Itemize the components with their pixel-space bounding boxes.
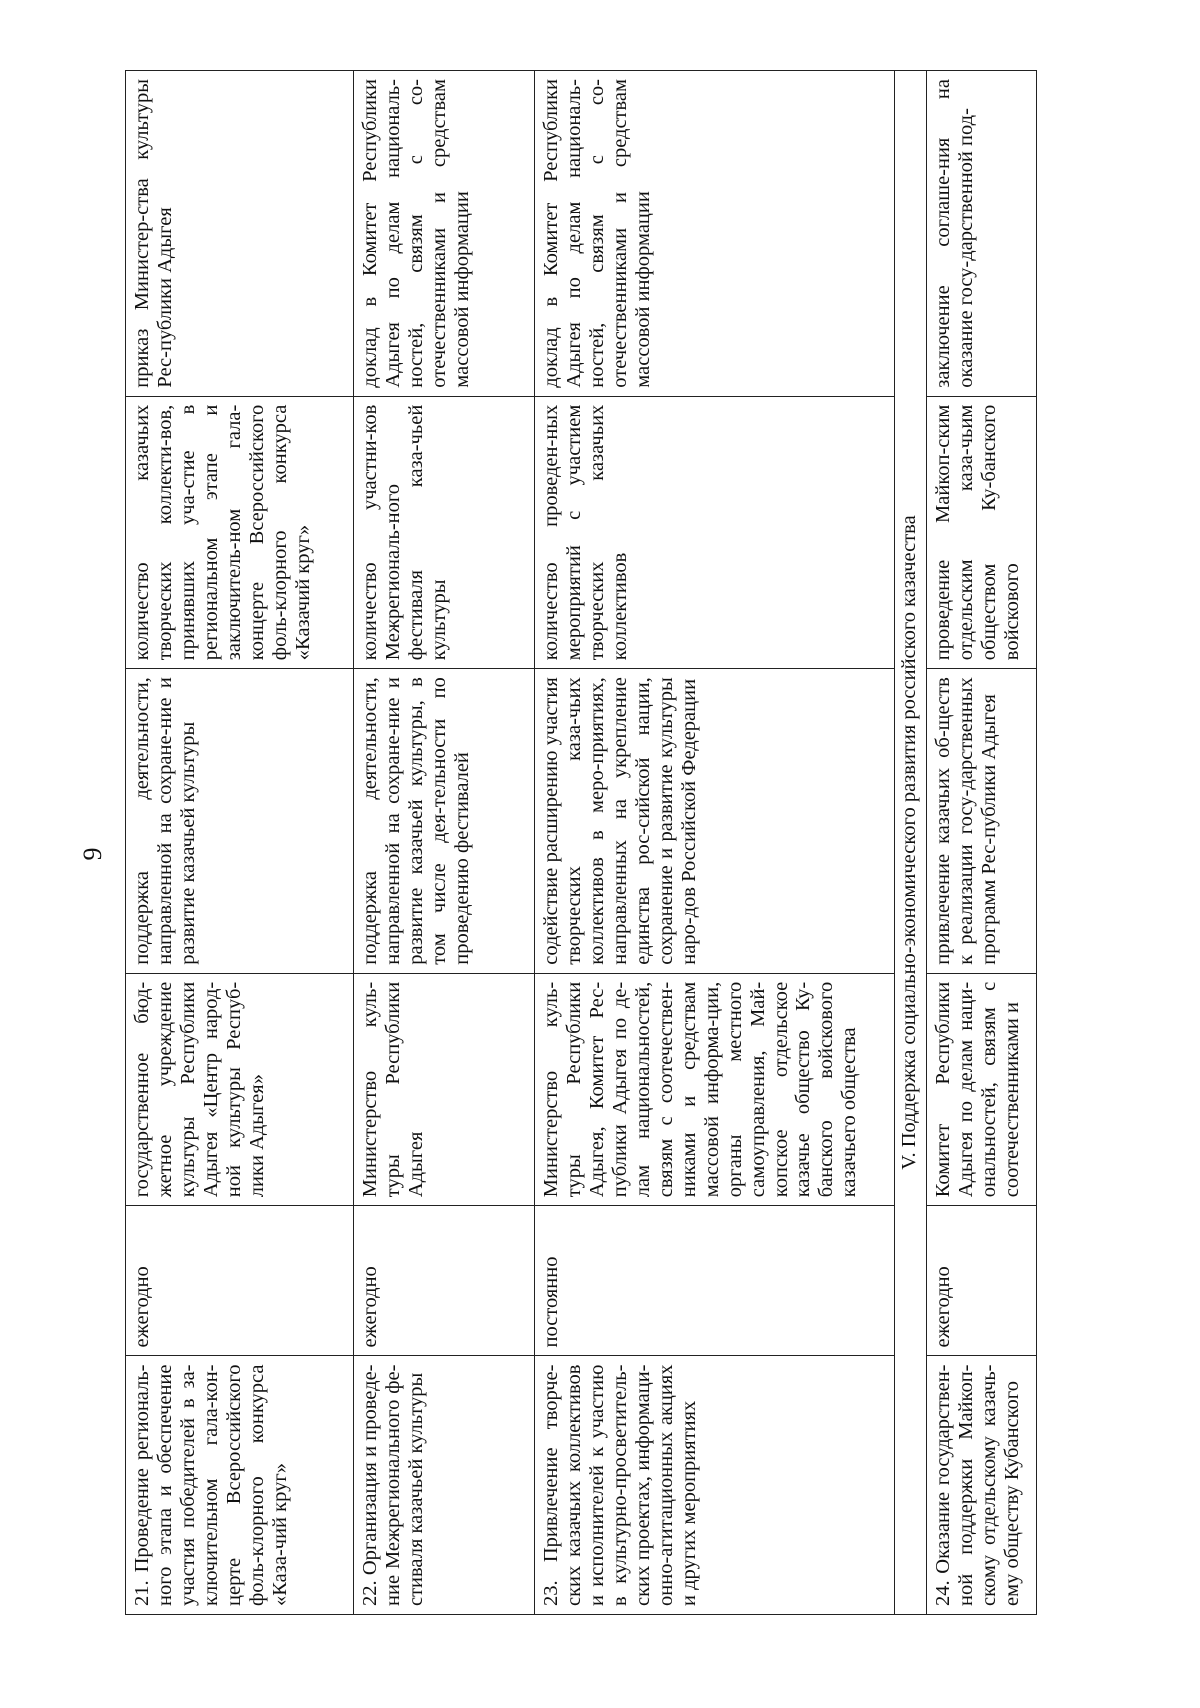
executor-cell: Министерство куль-туры Республики Адыгея, Комитет Рес-публики Адыгея по де-лам национальностей, связям с соотечествен-никами и средствам массовой информа-ции, органы местного самоуправления, Май-копское отдельское казачье общество Ку-банского войскового казачьего общества	[535, 973, 895, 1205]
table-row	[354, 71, 535, 1615]
period-cell: ежегодно	[354, 1206, 535, 1356]
executor-cell: Министерство куль-туры Республики Адыгея	[354, 973, 535, 1205]
document-cell: приказ Министер-ства культуры Рес-публики Адыгея	[126, 71, 354, 397]
document-cell: заключение соглаше-ния на оказание госу-дарственной под-	[927, 71, 1037, 397]
activity-cell: 24. Оказание государствен-ной поддержки Майкоп-скому отдельскому казачь-ему обществу Кубанского	[927, 1356, 1037, 1615]
task-cell: привлечение казачьих об-ществ к реализации госу-дарственных программ Рес-публики Адыгея	[927, 669, 1037, 974]
indicator-cell: проведение Майкоп-ским отдельским каза-чьим обществом Ку-банского войскового	[927, 396, 1037, 669]
activity-cell: 22. Организация и проведе-ние Межрегионального фе-стиваля казачьей культуры	[354, 1356, 535, 1615]
table-row	[126, 71, 354, 1615]
activity-cell: 23. Привлечение творче-ских казачьих коллективов и исполнителей к участию в культурно-просветитель-ских проектах, информаци-онно-агитационных акциях и других мероприятиях	[535, 1356, 895, 1615]
period-cell: ежегодно	[927, 1206, 1037, 1356]
executor-cell: государственное бюд-жетное учреждение культуры Республики Адыгея «Центр народ-ной культуры Респуб-лики Адыгея»	[126, 973, 354, 1205]
table-row	[535, 71, 895, 1615]
page-number: 9	[78, 847, 107, 861]
task-cell: поддержка деятельности, направленной на сохране-ние и развитие казачьей культуры	[126, 669, 354, 974]
document-cell: доклад в Комитет Республики Адыгея по делам националь-ностей, связям с со-отечественниками и средствам массовой информации	[354, 71, 535, 397]
indicator-cell: количество участни-ков Межрегиональ-ного фестиваля каза-чьей культуры	[354, 396, 535, 669]
document-cell: доклад в Комитет Республики Адыгея по делам националь-ностей, связям с со-отечественниками и средствам массовой информации	[535, 71, 895, 397]
activity-cell: 21. Проведение региональ-ного этапа и обеспечение участия победителей в за-ключительном гала-кон-церте Всероссийского фоль-клорного конкурса «Каза-чий круг»	[126, 1356, 354, 1615]
program-activities-table	[125, 70, 1037, 1615]
executor-cell: Комитет Республики Адыгея по делам наци-ональностей, связям с соотечественниками и	[927, 973, 1037, 1205]
period-cell: ежегодно	[126, 1206, 354, 1356]
period-cell: постоянно	[535, 1206, 895, 1356]
section-title: V. Поддержка социально-экономического развития российского казачества	[895, 71, 927, 1615]
indicator-cell: количество казачьих творческих коллекти-вов, принявших уча-стие в региональном этапе и заключитель-ном гала-концерте Всероссийского фоль-клорного конкурса «Казачий круг»	[126, 396, 354, 669]
indicator-cell: количество проведен-ных мероприятий с участием творческих казачьих коллективов	[535, 396, 895, 669]
task-cell: содействие расширению участия творческих каза-чьих коллективов в меро-приятиях, направленных на укрепление единства рос-сийской нации, сохранение и развитие культуры наро-дов Российской Федерации	[535, 669, 895, 974]
task-cell: поддержка деятельности, направленной на сохране-ние и развитие казачьей культуры, в том числе дея-тельности по проведению фестивалей	[354, 669, 535, 974]
table-row	[927, 71, 1037, 1615]
section-row	[895, 71, 927, 1615]
